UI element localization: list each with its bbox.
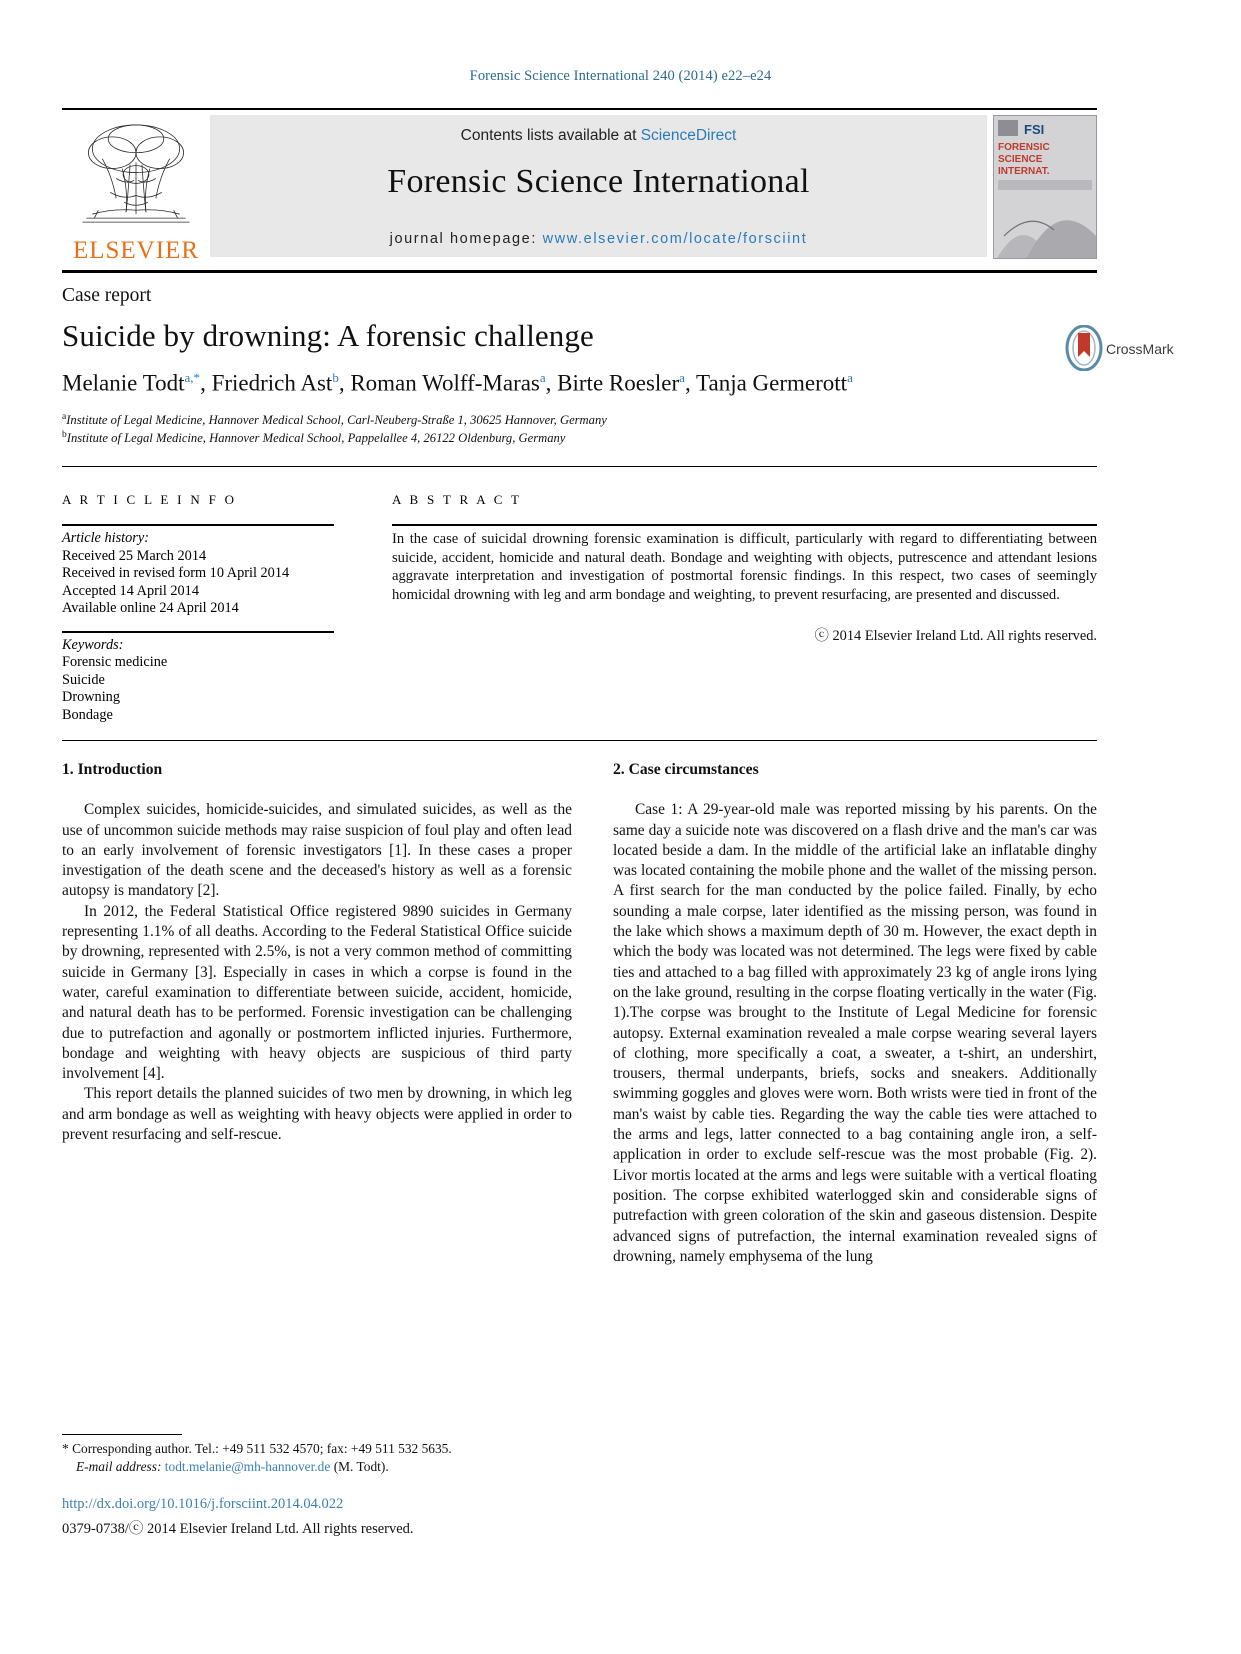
affiliation-mark: b <box>62 430 67 440</box>
svg-text:SCIENCE: SCIENCE <box>998 154 1043 165</box>
email-label: E-mail address: <box>76 1459 162 1474</box>
corresponding-text: Corresponding author. Tel.: +49 511 532 4570; fax: +49 511 532 5635. <box>72 1441 452 1456</box>
keyword-item: Bondage <box>62 706 113 723</box>
history-item: Received 25 March 2014 <box>62 547 207 564</box>
page-title: Suicide by drowning: A forensic challenge <box>62 318 594 353</box>
abstract-copyright: ⓒ 2014 Elsevier Ireland Ltd. All rights reserved. <box>814 628 1097 644</box>
author-name: Friedrich Ast <box>211 370 333 396</box>
author-marks: b <box>332 370 339 385</box>
divider-under-article-info-head <box>62 524 334 526</box>
journal-homepage-line <box>210 231 987 247</box>
svg-text:INTERNAT.: INTERNAT. <box>998 166 1050 177</box>
crossmark-badge[interactable] <box>1061 325 1179 371</box>
author-name: Melanie Todt <box>62 370 185 396</box>
keyword-item: Drowning <box>62 689 120 706</box>
author-name: Roman Wolff-Maras <box>350 370 540 396</box>
elsevier-tree-icon <box>72 119 200 236</box>
contents-prefix: Contents lists available at <box>460 127 637 144</box>
divider-below-abstract <box>62 740 1097 741</box>
journal-title: Forensic Science International <box>387 163 810 200</box>
article-history <box>62 530 362 618</box>
keywords-block <box>62 637 362 724</box>
author-marks: a <box>847 370 853 385</box>
crossmark-icon <box>1061 325 1179 371</box>
email-link[interactable]: todt.melanie@mh-hannover.de <box>164 1459 331 1474</box>
running-head: Forensic Science International 240 (2014) e22–e24 <box>469 68 772 84</box>
author-name: Tanja Germerott <box>696 370 848 396</box>
section-heading-case-circumstances: 2. Case circumstances <box>613 761 759 778</box>
column-left <box>62 760 572 1145</box>
keyword-item: Forensic medicine <box>62 654 168 671</box>
abstract-heading: A B S T R A C T <box>392 492 522 507</box>
masthead-center-panel <box>210 115 987 257</box>
doi-link[interactable]: http://dx.doi.org/10.1016/j.forsciint.2014.04.022 <box>62 1496 344 1512</box>
affiliation-a <box>62 412 607 428</box>
article-info-heading: A R T I C L E I N F O <box>62 492 237 507</box>
keywords-label: Keywords: <box>62 637 124 653</box>
email-line <box>62 1458 389 1476</box>
email-suffix: (M. Todt). <box>333 1459 389 1474</box>
affiliation-text: Institute of Legal Medicine, Hannover Medical School, Carl-Neuberg-Straße 1, 30625 Hannover, Germany <box>66 413 607 428</box>
corresponding-mark: * <box>62 1441 69 1456</box>
cover-art-icon <box>994 116 1096 259</box>
footnote-block <box>62 1440 562 1476</box>
affiliation-mark: a <box>62 412 67 422</box>
journal-cover-thumbnail <box>993 115 1097 259</box>
abstract-text: In the case of suicidal drowning forensic examination is difficult, particularly with regard to differentiating between suicide, accident, homicide and natural death. Bondage and weighting with objects, putrescence and attendant lesions aggravate interpretation and investigation of postmortal forensic findings. In this respect, two cases of seemingly homicidal drowning with leg and arm bondage and weighting, to prevent resurfacing, are presented and discussed. <box>392 531 1097 603</box>
paragraph: This report details the planned suicides of two men by drowning, in which leg and arm bondage as well as weighting with heavy objects were applied in order to prevent resurfacing and self-rescue. <box>62 1085 572 1144</box>
contents-available-line <box>210 127 987 145</box>
paragraph: Case 1: A 29-year-old male was reported missing by his parents. On the same day a suicide note was discovered on a flash drive and the man's car was located beside a dam. In the middle of the artificial lake an inflatable dinghy was located containing the mobile phone and the wallet of the missing person. A first search for the man conducted by the police failed. Finally, by echo sounding a male corpse, later identified as the missing person, was found in the lake which shows a maximum depth of 30 m. However, the exact depth in which the body was located was not determined. The legs were fixed by cable ties and attached to a bag filled with approximately 23 kg of angle irons lying on the lake ground, resulting in the corpse floating vertically in the water (Fig. 1).The corpse was brought to the Institute of Legal Medicine for forensic autopsy. External examination revealed a male corpse wearing several layers of clothing, more specifically a coat, a sweater, a t-shirt, an undershirt, trousers, thermal underpants, briefs, socks and sneakers. Additionally swimming goggles and gloves were worn. Both wrists were tied in front of the man's waist by cable ties. Regarding the way the cable ties were attached to the arms and legs, latter connected to a bag containing angle iron, a self-application in order to exclude self-rescue was the most probable (Fig. 2). Livor mortis located at the arms and legs were suitable with a vertical floating position. The corpse exhibited waterlogged skin and considerable signs of putrefaction with green coloration of the skin and gaseous distension. Despite advanced signs of putrefaction, the internal examination revealed signs of drowning, namely emphysema of the lung <box>613 801 1097 1265</box>
author-name: Birte Roesler <box>557 370 680 396</box>
history-item: Accepted 14 April 2014 <box>62 582 199 599</box>
author-marks: a <box>679 370 685 385</box>
affiliation-text: Institute of Legal Medicine, Hannover Medical School, Pappelallee 4, 26122 Oldenburg, Germany <box>66 431 566 446</box>
history-item: Available online 24 April 2014 <box>62 600 239 617</box>
section-heading-introduction: 1. Introduction <box>62 761 163 778</box>
author-marks: a,* <box>184 370 201 385</box>
paragraph: In 2012, the Federal Statistical Office registered 9890 suicides in Germany representing 1.1% of all deaths. According to the Federal Statistical Office suicide by drowning, represented with 2.5%, is not a very common method of committing suicide in Germany [3]. Especially in cases in which a corpse is found in the water, careful examination to differentiate between suicide, accident, homicide, and natural death has to be performed. Forensic investigation can be challenging due to putrefaction and agonally or postmortem inflicted injuries. Furthermore, bondage and weighting with heavy objects are suspicious of third party involvement [4]. <box>62 902 572 1083</box>
divider-under-abstract-head <box>392 524 1097 526</box>
keyword-item: Suicide <box>62 671 105 688</box>
svg-text:FSI: FSI <box>1024 122 1045 137</box>
affiliation-b <box>62 430 565 446</box>
corresponding-author-line <box>62 1440 562 1458</box>
divider-above-article-info <box>62 466 1097 467</box>
column-right <box>613 760 1097 1267</box>
history-item: Received in revised form 10 April 2014 <box>62 565 290 582</box>
footnote-divider <box>62 1434 182 1435</box>
elsevier-logo <box>62 113 210 265</box>
paragraph: Complex suicides, homicide-suicides, and simulated suicides, as well as the use of uncommon suicide methods may raise suspicion of foul play and often lead to an early involvement of forensic investigators [1]. In these cases a proper investigation of the death scene and the deceased's history as well as a forensic autopsy is mandatory [2]. <box>62 801 572 900</box>
sciencedirect-link[interactable]: ScienceDirect <box>640 127 737 144</box>
svg-text:CrossMark: CrossMark <box>1106 341 1174 357</box>
author-marks: a <box>539 370 546 385</box>
article-type-label: Case report <box>62 285 152 306</box>
homepage-label: journal homepage: <box>389 231 537 247</box>
journal-masthead <box>62 108 1097 273</box>
author-list: Melanie Todt$^{a,*}$, Friedrich Ast$^b$, Roman Wolff-Maras$^a$, Birte Roesler$^a$, Tanja Germerott$^a$ <box>62 370 853 396</box>
article-history-label: Article history: <box>62 530 149 546</box>
svg-text:FORENSIC: FORENSIC <box>998 142 1050 153</box>
divider-above-keywords <box>62 631 334 633</box>
elsevier-wordmark: ELSEVIER <box>72 237 200 264</box>
homepage-url-link[interactable]: www.elsevier.com/locate/forsciint <box>542 231 808 247</box>
issn-copyright-line: 0379-0738/ⓒ 2014 Elsevier Ireland Ltd. All rights reserved. <box>62 1521 414 1537</box>
